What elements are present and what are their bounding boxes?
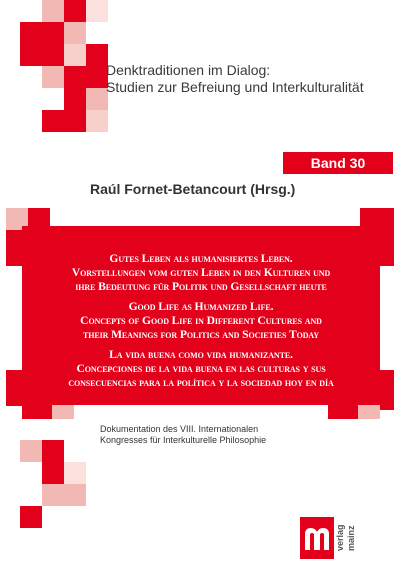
title-de-line-1: Gutes Leben als humanisiertes Leben.: [109, 252, 293, 265]
title-box: [22, 226, 380, 405]
series-line-2: Studien zur Befreiung und Interkulturalität: [106, 79, 364, 95]
title-en-line-2: Concepts of Good Life in Different Cultures and: [80, 314, 322, 327]
title-es-line-1: La vida buena como vida humanizante.: [109, 348, 293, 361]
publisher-text-right: mainz: [346, 525, 356, 551]
publisher-text-left: verlag: [335, 524, 345, 552]
series-title: [106, 62, 396, 96]
title-en-line-3: their Meanings for Politics and Societies Today: [83, 328, 319, 341]
series-line-1: Denktraditionen im Dialog:: [106, 62, 271, 78]
title-de-line-3: ihre Bedeutung für Politik und Gesellschaft heute: [75, 280, 327, 293]
documentation-note: [100, 424, 266, 446]
title-de-line-2: Vorstellungen vom guten Leben in den Kulturen und: [71, 266, 331, 279]
title-en-line-1: Good Life as Humanized Life.: [128, 300, 274, 313]
publisher-logo: [300, 517, 356, 559]
title-es-line-3: consecuencias para la política y la sociedad hoy en día: [68, 376, 334, 389]
publisher-m-icon: [300, 517, 334, 559]
documentation-line-2: Kongresses für Interkulturelle Philosophie: [100, 435, 267, 445]
title-es-line-2: Concepciones de la vida buena en las culturas y sus: [76, 362, 326, 375]
documentation-line-1: Dokumentation des VIII. Internationalen: [100, 424, 259, 434]
editor-name: Raúl Fornet-Betancourt (Hrsg.): [90, 181, 296, 197]
volume-badge: Band 30: [283, 152, 393, 174]
